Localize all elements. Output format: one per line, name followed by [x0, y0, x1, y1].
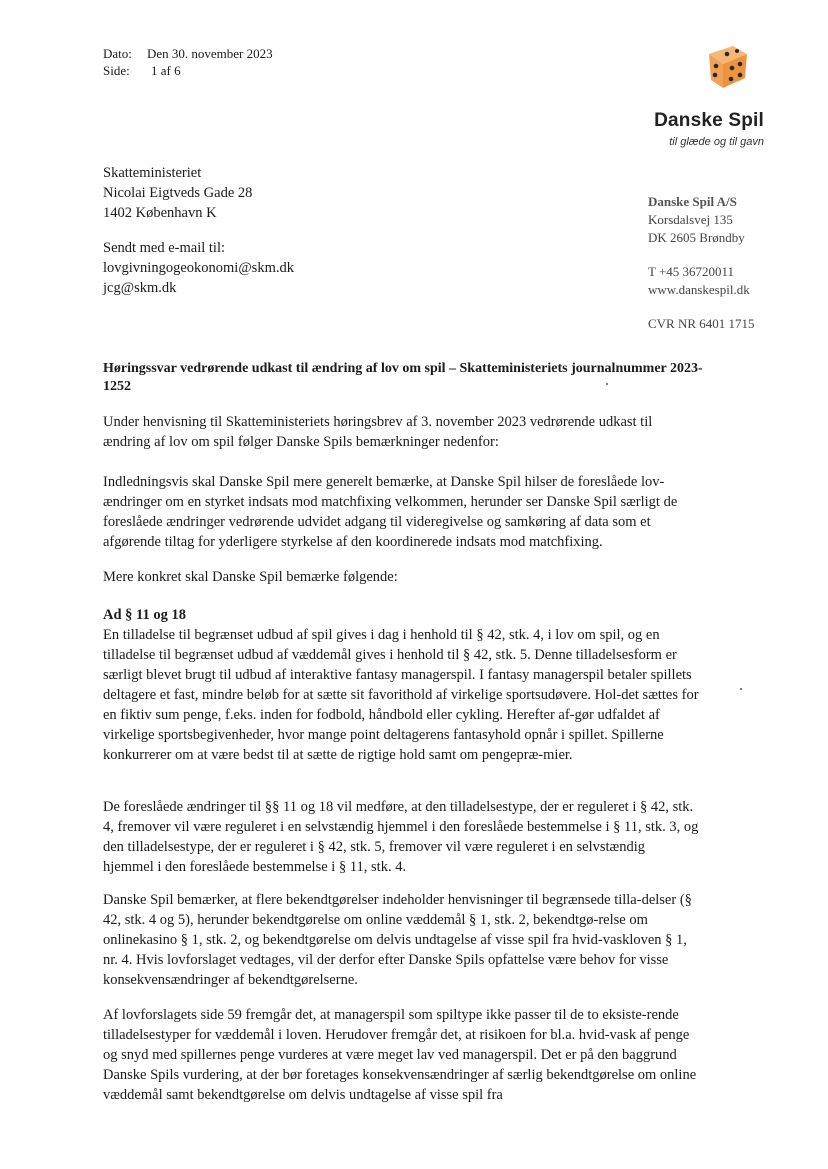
sender-company — [648, 193, 755, 333]
sent-block — [103, 238, 294, 298]
page-row — [103, 62, 273, 79]
recipient-address — [103, 163, 252, 223]
company-city: DK 2605 Brøndby — [648, 230, 745, 245]
company-cvr: CVR NR 6401 1715 — [648, 316, 755, 331]
section-ad-11-18 — [103, 605, 699, 765]
email-line: lovgivningogeokonomi@skm.dk — [103, 260, 294, 276]
paragraph: En tilladelse til begrænset udbud af spil gives i dag i henhold til § 42, stk. 4, i lov om spil, og en tilladelse til begrænset udbud af væddemål gives i henhold til § 42, stk. 5. Denne tilladelsesform er særligt blevet brugt til udbud af interaktive fantasy managerspil. I fantasy managerspil betaler spillets deltagere et fast, mindre beløb for at sætte sit favorithold af virkelige sportsudøvere. Hol-det sættes for en fiktiv sum penge, f.eks. inden for fodbold, håndbold eller cykling. Herefter af-gør udfaldet af virkelige sportsbegivenheder, hvor mange point deltagerens fantasyhold opnår i spillet. Spillerne konkurrerer om at være bedst til at sætte de rigtige hold samt om pengepræ-mier. — [103, 627, 699, 763]
company-name: Danske Spil A/S — [648, 194, 737, 209]
company-street: Korsdalsvej 135 — [648, 212, 733, 227]
scan-speck — [606, 383, 608, 385]
date-row — [103, 45, 273, 62]
document-meta — [103, 45, 273, 79]
company-web: www.danskespil.dk — [648, 282, 750, 297]
paragraph: Af lovforslagets side 59 fremgår det, at managerspil som spiltype ikke passer til de to eksiste-rende tilladelsestyper for væddemål i loven. Herudover fremgår det, at risikoen for bl.a. hvid-vask af penge og snyd med spillernes penge vurderes at være meget lav ved managerspil. Det er på den baggrund Danske Spils vurdering, at der bør foretages konsekvensændringer af særlig bekendtgørelse om online væddemål samt bekendtgørelse om delvis undtagelse af visse spil fra — [103, 1007, 697, 1103]
dice-logo-icon — [703, 42, 751, 90]
paragraph: Danske Spil bemærker, at flere bekendtgørelser indeholder henvisninger til begrænsede tilla-delser (§ 42, stk. 4 og 5), herunder bekendtgørelse om online væddemål § 1, stk. 2, bekendtgø-relse om onlinekasino § 1, stk. 2, og bekendtgørelse om delvis undtagelse af visse spil fra hvid-vaskloven § 1, nr. 4. Hvis lovforslaget vedtages, vil der derfor efter Danske Spils opfattelse være behov for visse konsekvensændringer af bekendtgørelserne. — [103, 892, 692, 988]
brand-block — [654, 110, 764, 148]
brand-name: Danske Spil — [654, 110, 764, 131]
letter-subject: Høringssvar vedrørende udkast til ændring af lov om spil – Skatteministeriets journalnummer 2023-1252 — [103, 361, 703, 394]
email-line: jcg@skm.dk — [103, 280, 177, 296]
paragraph: Indledningsvis skal Danske Spil mere generelt bemærke, at Danske Spil hilser de foreslåede lov-ændringer om en styrket indsats mod matchfixing velkommen, herunder ser Danske Spil særligt de foreslåede ændringer vedrørende udvidet adgang til videregivelse og samkøring af data som et afgørende tiltag for yderligere styrkelse af den koordinerede indsats mod matchfixing. — [103, 474, 678, 550]
recipient-line: Skatteministeriet — [103, 165, 202, 181]
paragraph: Mere konkret skal Danske Spil bemærke følgende: — [103, 569, 398, 585]
sent-label: Sendt med e-mail til: — [103, 240, 226, 256]
company-phone: T +45 36720011 — [648, 264, 735, 279]
page-label: Side: — [103, 63, 130, 78]
paragraph: De foreslåede ændringer til §§ 11 og 18 vil medføre, at den tilladelsestype, der er reguleret i § 42, stk. 4, fremover vil være reguleret i en selvstændig hjemmel i den foreslåede bestemmelse i § 11, stk. 3, og den tilladelsestype, der er reguleret i § 42, stk. 5, fremover vil være reguleret i en selvstændig hjemmel i den foreslåede bestemmelse i § 11, stk. 4. — [103, 799, 699, 875]
recipient-line: 1402 København K — [103, 205, 217, 221]
section-heading: Ad § 11 og 18 — [103, 607, 186, 623]
date-value: Den 30. november 2023 — [147, 46, 273, 61]
date-label: Dato: — [103, 46, 132, 61]
page-value: 1 af 6 — [151, 63, 181, 78]
recipient-line: Nicolai Eigtveds Gade 28 — [103, 185, 253, 201]
brand-tagline: til glæde og til gavn — [669, 136, 764, 148]
scan-speck — [740, 688, 742, 690]
paragraph: Under henvisning til Skatteministeriets høringsbrev af 3. november 2023 vedrørende udkast til ændring af lov om spil følger Danske Spils bemærkninger nedenfor: — [103, 414, 653, 450]
